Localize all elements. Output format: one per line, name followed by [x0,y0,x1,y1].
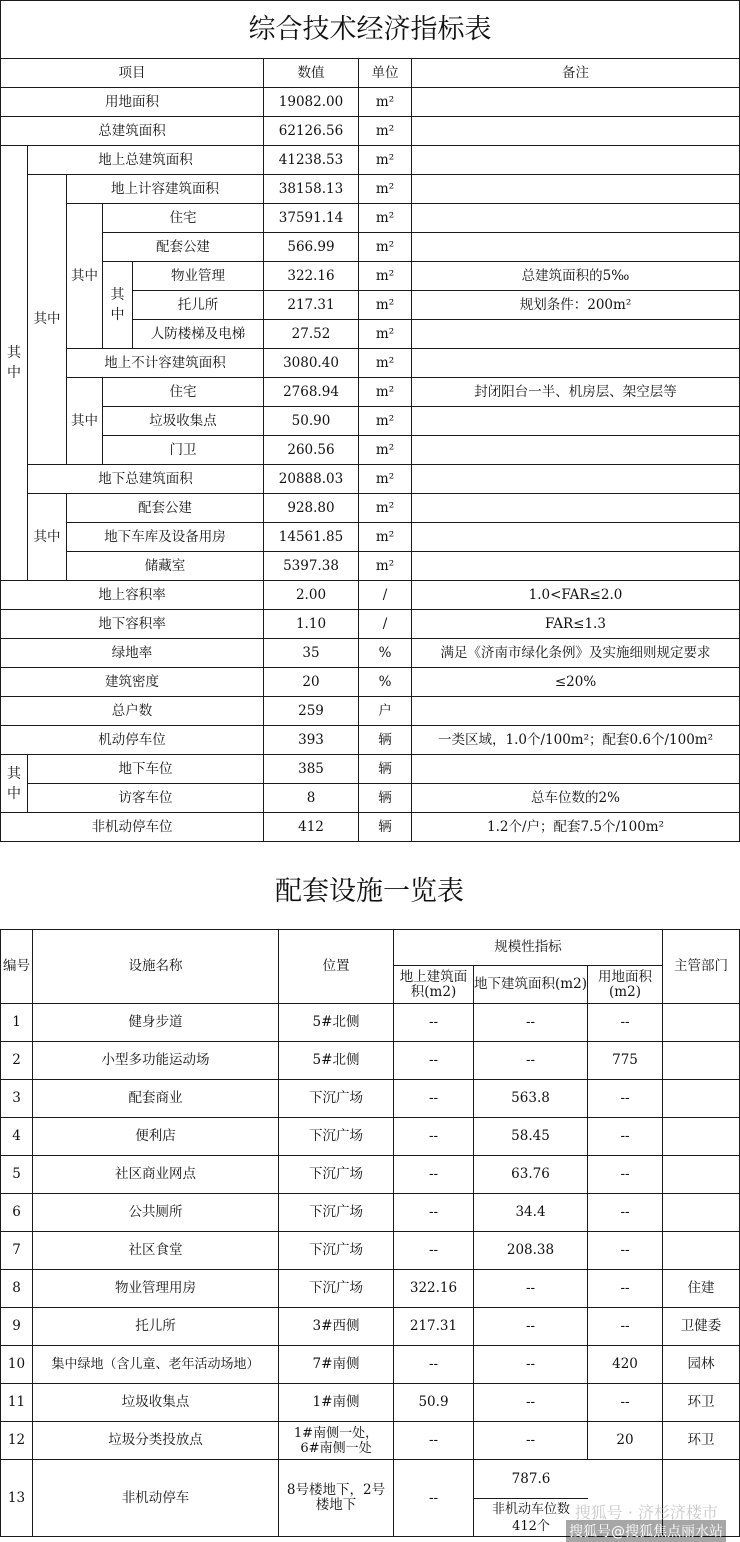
row-note: 总建筑面积的5‰ [412,262,740,291]
cell-above: -- [394,1004,474,1042]
row-label: 住宅 [103,378,264,407]
cell-dept: 住建 [663,1270,740,1308]
row-note [412,233,740,262]
table-header-row [1,59,740,88]
row-label: 垃圾收集点 [103,407,264,436]
table-row [1,1080,740,1118]
row-value: 27.52 [264,320,359,349]
cell-dept [663,1118,740,1156]
table-row [1,1004,740,1042]
row-label: 非机动停车位 [1,813,264,842]
cell-name: 集中绿地（含儿童、老年活动场地） [33,1346,279,1384]
cell-below: -- [474,1384,588,1422]
table-row [1,552,740,581]
qizhong-l3-label: 其中 [67,204,103,349]
cell-name: 物业管理用房 [33,1270,279,1308]
row-value: 259 [264,697,359,726]
qizhong-parking-label [1,755,28,813]
cell-no: 11 [1,1384,33,1422]
cell-land: -- [588,1194,663,1232]
table-row [1,146,740,175]
row-value: 20888.03 [264,465,359,494]
cell-land: -- [588,1004,663,1042]
table-header-row [1,930,740,966]
row-note [412,697,740,726]
row-value: 928.80 [264,494,359,523]
table-row [1,813,740,842]
row-value: 412 [264,813,359,842]
table-row [1,610,740,639]
table-row [1,639,740,668]
table-row [1,1308,740,1346]
cell-below: -- [474,1270,588,1308]
cell-above: -- [394,1460,474,1537]
row-note [412,436,740,465]
row-note [412,320,740,349]
row-label: 地上总建筑面积 [28,146,264,175]
row-label: 地下总建筑面积 [28,465,264,494]
row-unit: % [359,639,412,668]
row-unit: m² [359,175,412,204]
cell-no: 12 [1,1422,33,1460]
table-row [1,697,740,726]
row-value: 8 [264,784,359,813]
cell-location: 下沉广场 [279,1156,394,1194]
cell-below: -- [474,1042,588,1080]
row-value: 2.00 [264,581,359,610]
cell-below: -- [474,1422,588,1460]
row-value: 2768.94 [264,378,359,407]
row-note [412,523,740,552]
table-row [1,494,740,523]
cell-below: 34.4 [474,1194,588,1232]
table-row [1,1384,740,1422]
table-row [1,581,740,610]
row-label: 地上计容建筑面积 [67,175,264,204]
cell-below: 208.38 [474,1232,588,1270]
row-note: 封闭阳台一半、机房层、架空层等 [412,378,740,407]
cell-land: -- [588,1080,663,1118]
row-note: 1.2个/户；配套7.5个/100m² [412,813,740,842]
cell-location: 下沉广场 [279,1270,394,1308]
table-row [1,407,740,436]
cell-name: 垃圾收集点 [33,1384,279,1422]
row-label: 地上容积率 [1,581,264,610]
table-row [1,1042,740,1080]
row-value: 322.16 [264,262,359,291]
cell-no: 10 [1,1346,33,1384]
qizhong-l2-label: 其中 [28,494,67,581]
row-value: 14561.85 [264,523,359,552]
row-label: 住宅 [103,204,264,233]
cell-name: 托儿所 [33,1308,279,1346]
row-note [412,117,740,146]
row-note [412,175,740,204]
row-unit: m² [359,262,412,291]
watermark-faint: 搜狐号 · 济杉济楼市 [574,1503,718,1522]
row-label: 人防楼梯及电梯 [133,320,264,349]
row-value: 41238.53 [264,146,359,175]
cell-name: 垃圾分类投放点 [33,1422,279,1460]
cell-land: -- [588,1308,663,1346]
table-row [1,1232,740,1270]
cell-dept: 环卫 [663,1384,740,1422]
cell-below: -- [474,1004,588,1042]
qizhong-text: 其 中 [7,345,21,381]
cell-land: -- [588,1118,663,1156]
cell-above: -- [394,1346,474,1384]
cell-location: 7#南侧 [279,1346,394,1384]
cell-land: -- [588,1270,663,1308]
cell-dept [663,1080,740,1118]
row-label: 储藏室 [67,552,264,581]
row-value: 37591.14 [264,204,359,233]
row-label: 配套公建 [103,233,264,262]
row-note: 满足《济南市绿化条例》及实施细则规定要求 [412,639,740,668]
cell-above: 50.9 [394,1384,474,1422]
row-unit: 辆 [359,813,412,842]
table-row [1,1118,740,1156]
cell-above: 322.16 [394,1270,474,1308]
row-unit: m² [359,320,412,349]
cell-dept [663,1042,740,1080]
cell-land: -- [588,1232,663,1270]
qizhong-text: 其 中 [7,765,21,802]
qizhong-l2-label: 其中 [28,175,67,465]
table-row [1,1156,740,1194]
row-value: 393 [264,726,359,755]
row-note: FAR≤1.3 [412,610,740,639]
row-unit: m² [359,349,412,378]
row-note: ≤20% [412,668,740,697]
cell-below: -- [474,1346,588,1384]
cell-no: 1 [1,1004,33,1042]
table-row [1,1422,740,1460]
row-value: 62126.56 [264,117,359,146]
cell-dept [663,1004,740,1042]
cell-below: 563.8 [474,1080,588,1118]
row-unit: m² [359,88,412,117]
row-value: 566.99 [264,233,359,262]
cell-name: 便利店 [33,1118,279,1156]
row-unit: m² [359,146,412,175]
cell-location: 8号楼地下，2号楼地下 [279,1460,394,1537]
table-row [1,233,740,262]
watermark-badge: 搜狐号@搜狐焦点丽水站 [566,1520,726,1542]
row-note: 规划条件：200m² [412,291,740,320]
cell-name: 健身步道 [33,1004,279,1042]
header-value: 数值 [264,59,359,88]
cell-location: 5#北侧 [279,1042,394,1080]
cell-no: 2 [1,1042,33,1080]
cell-dept: 卫健委 [663,1308,740,1346]
cell-below: -- [474,1308,588,1346]
row-unit: m² [359,117,412,146]
cell-land: 775 [588,1042,663,1080]
cell-above: -- [394,1080,474,1118]
row-unit: m² [359,552,412,581]
table-row [1,668,740,697]
cell-land: -- [588,1384,663,1422]
table-row [1,436,740,465]
cell-dept: 园林 [663,1346,740,1384]
cell-no: 13 [1,1460,33,1537]
table-row [1,117,740,146]
cell-location: 3#西侧 [279,1308,394,1346]
row-label: 总建筑面积 [1,117,264,146]
cell-location: 下沉广场 [279,1232,394,1270]
row-value: 3080.40 [264,349,359,378]
cell-no: 9 [1,1308,33,1346]
row-note: 1.0<FAR≤2.0 [412,581,740,610]
header-below: 地下建筑面积(m2) [474,966,588,1004]
row-unit: m² [359,465,412,494]
row-value: 20 [264,668,359,697]
header-no: 编号 [1,930,33,1004]
qizhong-l4-label [103,262,133,349]
table-row [1,378,740,407]
cell-location: 下沉广场 [279,1118,394,1156]
cell-above: -- [394,1118,474,1156]
row-unit: 辆 [359,784,412,813]
cell-dept [663,1232,740,1270]
row-label: 机动停车位 [1,726,264,755]
table-row [1,262,740,291]
row-label: 建筑密度 [1,668,264,697]
row-value: 38158.13 [264,175,359,204]
header-scale: 规模性指标 [394,930,663,966]
header-land: 用地面积(m2) [588,966,663,1004]
cell-land: 20 [588,1422,663,1460]
cell-above: -- [394,1194,474,1232]
table-row [1,784,740,813]
table-row [1,755,740,784]
cell-location: 下沉广场 [279,1080,394,1118]
row-note [412,465,740,494]
qizhong-l1-label [1,146,28,581]
cell-name: 社区食堂 [33,1232,279,1270]
row-unit: / [359,581,412,610]
row-unit: / [359,610,412,639]
header-unit: 单位 [359,59,412,88]
cell-no: 7 [1,1232,33,1270]
row-label: 物业管理 [133,262,264,291]
row-label: 配套公建 [67,494,264,523]
cell-no: 5 [1,1156,33,1194]
row-note [412,755,740,784]
header-above: 地上建筑面积(m2) [394,966,474,1004]
cell-dept: 环卫 [663,1422,740,1460]
row-note [412,204,740,233]
header-location: 位置 [279,930,394,1004]
cell-dept [663,1194,740,1232]
row-unit: m² [359,233,412,262]
row-unit: % [359,668,412,697]
row-unit: m² [359,494,412,523]
cell-location: 5#北侧 [279,1004,394,1042]
row-value: 260.56 [264,436,359,465]
table-title: 综合技术经济指标表 [1,1,740,59]
row-unit: m² [359,291,412,320]
row-value: 217.31 [264,291,359,320]
row-unit: m² [359,523,412,552]
facilities-table [0,929,740,1537]
cell-land: -- [588,1156,663,1194]
cell-name: 小型多功能运动场 [33,1042,279,1080]
cell-above: 217.31 [394,1308,474,1346]
row-unit: 户 [359,697,412,726]
row-label: 门卫 [103,436,264,465]
row-value: 385 [264,755,359,784]
header-note: 备注 [412,59,740,88]
table-row [1,726,740,755]
row-note [412,349,740,378]
row-unit: 辆 [359,755,412,784]
cell-above: -- [394,1042,474,1080]
row-label: 总户数 [1,697,264,726]
table-row [1,204,740,233]
cell-below: 63.76 [474,1156,588,1194]
cell-name: 社区商业网点 [33,1156,279,1194]
header-item: 项目 [1,59,264,88]
header-dept: 主管部门 [663,930,740,1004]
table-row [1,1346,740,1384]
row-note [412,494,740,523]
cell-no: 6 [1,1194,33,1232]
cell-location: 下沉广场 [279,1194,394,1232]
table-row [1,349,740,378]
row-unit: m² [359,204,412,233]
row-label: 访客车位 [28,784,264,813]
cell-name: 公共厕所 [33,1194,279,1232]
row-label: 地下车库及设备用房 [67,523,264,552]
qizhong-text: 其 中 [110,287,125,323]
cell-no: 8 [1,1270,33,1308]
facilities-table-title: 配套设施一览表 [275,876,464,907]
row-label: 绿地率 [1,639,264,668]
cell-no: 3 [1,1080,33,1118]
cell-above: -- [394,1232,474,1270]
cell-location: 1#南侧 [279,1384,394,1422]
cell-above: -- [394,1156,474,1194]
table-row [1,175,740,204]
row-unit: 辆 [359,726,412,755]
row-value: 1.10 [264,610,359,639]
row-note [412,407,740,436]
row-note: 总车位数的2% [412,784,740,813]
row-label: 地下容积率 [1,610,264,639]
cell-dept [663,1156,740,1194]
row-note [412,88,740,117]
table-row [1,88,740,117]
cell-below-top: 787.6 [474,1460,588,1499]
table-row [1,465,740,494]
header-name: 设施名称 [33,930,279,1004]
table-row [1,1194,740,1232]
row-unit: m² [359,436,412,465]
cell-no: 4 [1,1118,33,1156]
qizhong-l3-label: 其中 [67,378,103,465]
row-label: 地下车位 [28,755,264,784]
row-value: 19082.00 [264,88,359,117]
table-row [1,523,740,552]
cell-below: 58.45 [474,1118,588,1156]
cell-name: 非机动停车 [33,1460,279,1537]
cell-location: 1#南侧一处，6#南侧一处 [279,1422,394,1460]
row-unit: m² [359,407,412,436]
row-note: 一类区域，1.0个/100m²；配套0.6个/100m² [412,726,740,755]
cell-above: -- [394,1422,474,1460]
table-row [1,1270,740,1308]
row-label: 用地面积 [1,88,264,117]
cell-below-bottom: 非机动车位数412个 [491,1501,570,1534]
cell-land: 420 [588,1346,663,1384]
row-label: 地上不计容建筑面积 [67,349,264,378]
cell-name: 配套商业 [33,1080,279,1118]
row-unit: m² [359,378,412,407]
row-value: 50.90 [264,407,359,436]
row-note [412,552,740,581]
row-label: 托儿所 [133,291,264,320]
row-value: 5397.38 [264,552,359,581]
row-note [412,146,740,175]
row-value: 35 [264,639,359,668]
